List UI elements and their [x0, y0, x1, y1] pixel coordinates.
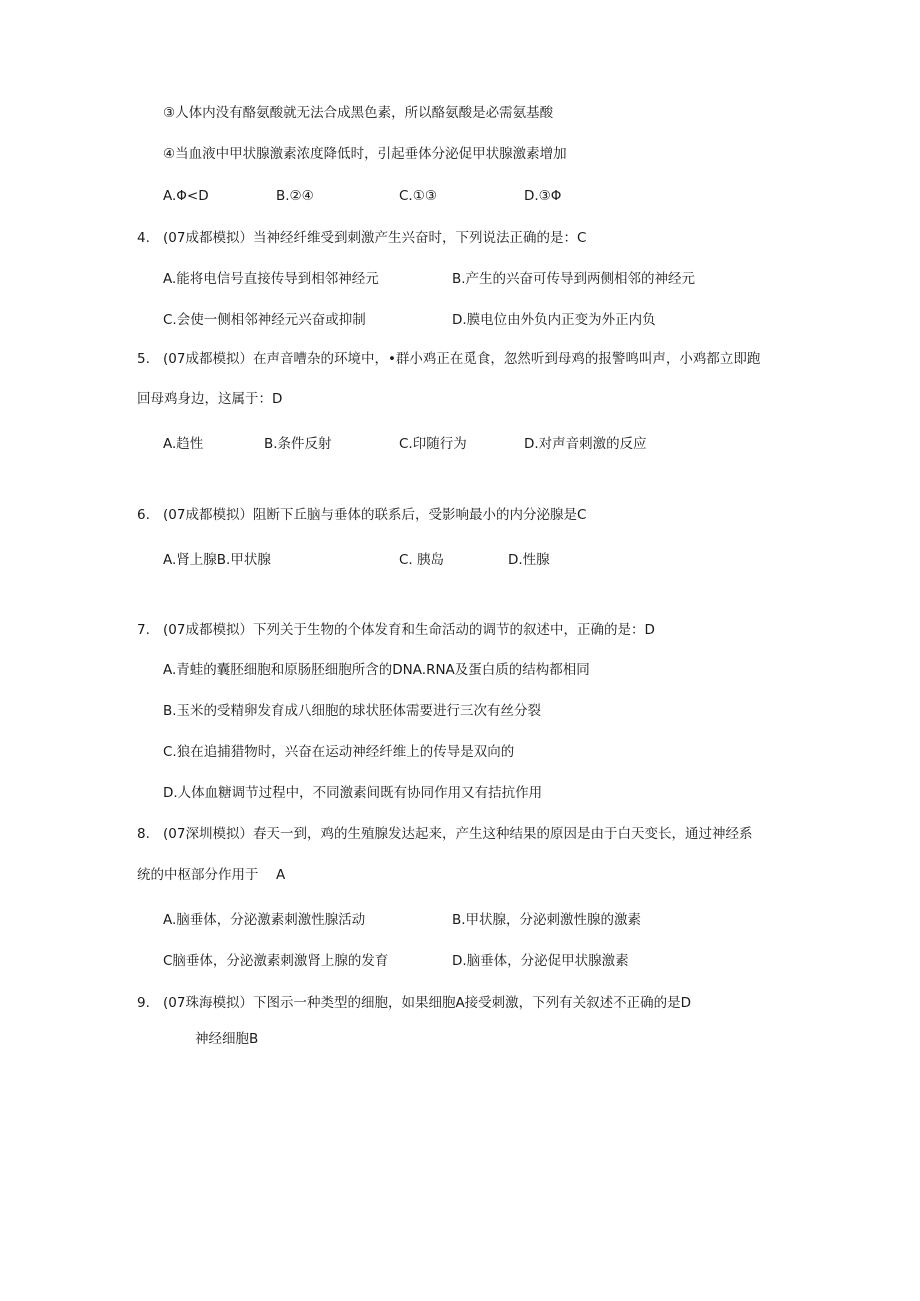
q6-stem: (07成都模拟）阻断下丘脑与垂体的联系后，受影响最小的内分泌腺是C [163, 507, 587, 523]
q4-number: 4. [137, 230, 150, 246]
q8-option-d: D.脑垂体，分泌促甲状腺激素 [452, 953, 629, 969]
q6-option-ab: A.肾上腺B.甲状腺 [163, 552, 271, 568]
q6-option-d: D.性腺 [508, 552, 550, 568]
q8-number: 8. [137, 826, 150, 842]
q5-number: 5. [137, 351, 150, 367]
q3-option-b: B.②④ [276, 188, 314, 204]
q7-option-a: A.青蛙的囊胚细胞和原肠胚细胞所含的DNA.RNA及蛋白质的结构都相同 [163, 662, 590, 678]
q7-option-b: B.玉米的受精卵发育成八细胞的球状胚体需要进行三次有丝分裂 [163, 703, 542, 719]
q4-stem: (07成都模拟）当神经纤维受到刺激产生兴奋时，下列说法正确的是：C [163, 230, 587, 246]
q4-option-a: A.能将电信号直接传导到相邻神经元 [163, 271, 379, 287]
q5-stem-line-2: 回母鸡身边，这属于：D [137, 391, 283, 407]
q6-number: 6. [137, 507, 150, 523]
q5-option-b: B.条件反射 [264, 436, 332, 452]
q8-answer: A [276, 867, 286, 883]
q7-option-d: D.人体血糖调节过程中，不同激素间既有协同作用又有拮抗作用 [163, 785, 543, 801]
q7-number: 7. [137, 622, 150, 638]
q6-option-c: C. 胰岛 [399, 552, 445, 568]
q3-statement-3: ③人体内没有酪氨酸就无法合成黑色素，所以酪氨酸是必需氨基酸 [163, 105, 554, 121]
q8-option-a: A.脑垂体，分泌激素刺激性腺活动 [163, 912, 366, 928]
q5-option-d: D.对声音刺激的反应 [524, 436, 647, 452]
q3-option-d: D.③Φ [524, 188, 562, 204]
q4-option-c: C.会使一侧相邻神经元兴奋或抑制 [163, 312, 366, 328]
q5-stem-line-1: (07成都模拟）在声音嘈杂的环境中，•群小鸡正在觅食，忽然听到母鸡的报警鸣叫声，小鸡都立即跑 [163, 351, 761, 367]
q8-option-b: B.甲状腺，分泌刺激性腺的激素 [452, 912, 642, 928]
q3-option-a: A.Φ<D [163, 188, 209, 204]
q7-stem: (07成都模拟）下列关于生物的个体发育和生命活动的调节的叙述中，正确的是：D [163, 622, 655, 638]
q4-option-d: D.膜电位由外负内正变为外正内负 [452, 312, 656, 328]
q5-option-a: A.趋性 [163, 436, 204, 452]
q4-option-b: B.产生的兴奋可传导到两侧相邻的神经元 [452, 271, 696, 287]
q9-number: 9. [137, 995, 150, 1011]
q3-statement-4: ④当血液中甲状腺激素浓度降低时，引起垂体分泌促甲状腺激素增加 [163, 146, 567, 162]
q7-option-c: C.狼在追捕猎物时，兴奋在运动神经纤维上的传导是双向的 [163, 744, 515, 760]
q9-figure-label: 神经细胞B [195, 1031, 259, 1047]
q8-stem-line-2: 统的中枢部分作用于 [137, 867, 259, 883]
q5-option-c: C.印随行为 [399, 436, 467, 452]
q8-stem-line-1: (07深圳模拟）春天一到，鸡的生殖腺发达起来，产生这种结果的原因是由于白天变长，通过神经系 [163, 826, 753, 842]
q9-stem: (07珠海模拟）下图示一种类型的细胞，如果细胞A接受刺激，下列有关叙述不正确的是D [163, 995, 692, 1011]
q8-option-c: C脑垂体，分泌激素刺激肾上腺的发育 [163, 953, 389, 969]
q3-option-c: C.①③ [399, 188, 437, 204]
